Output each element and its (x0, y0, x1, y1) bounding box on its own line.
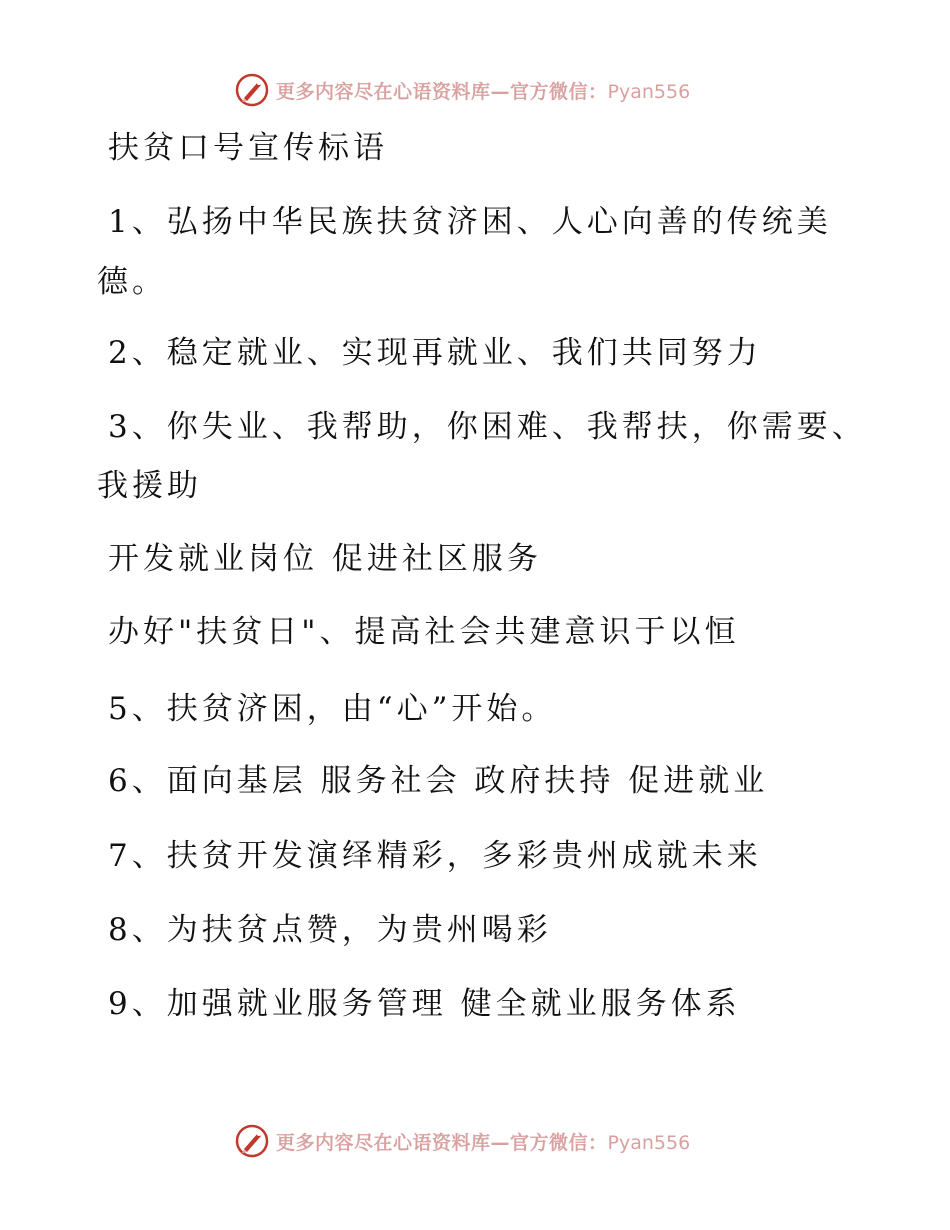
document-title: 扶贫口号宣传标语 (108, 130, 388, 166)
slogan-line: 2、稳定就业、实现再就业、我们共同努力 (108, 335, 762, 371)
slogan-line: 5、扶贫济困，由“心”开始。 (108, 691, 557, 727)
slogan-line: 开发就业岗位 促进社区服务 (108, 541, 542, 577)
footer-watermark (234, 1122, 690, 1160)
slogan-line: 8、为扶贫点赞，为贵州喝彩 (108, 912, 552, 948)
slogan-line: 9、加强就业服务管理 健全就业服务体系 (108, 986, 741, 1022)
watermark-text: 更多内容尽在心语资料库—官方微信：Pyan556 (276, 1131, 691, 1154)
slogan-line: 1、弘扬中华民族扶贫济困、人心向善的传统美 (108, 204, 832, 240)
slogan-line: 办好"扶贫日"、提高社会共建意识于以恒 (108, 614, 740, 650)
slogan-line: 德。 (97, 264, 167, 300)
slogan-line: 我援助 (97, 468, 202, 504)
slogan-line: 3、你失业、我帮助，你困难、我帮扶，你需要、 (108, 409, 867, 445)
watermark-text: 更多内容尽在心语资料库—官方微信：Pyan556 (276, 80, 691, 103)
slogan-line: 7、扶贫开发演绎精彩，多彩贵州成就未来 (108, 838, 762, 874)
pen-seal-logo-icon (234, 1123, 270, 1159)
slogan-line: 6、面向基层 服务社会 政府扶持 促进就业 (108, 763, 769, 799)
